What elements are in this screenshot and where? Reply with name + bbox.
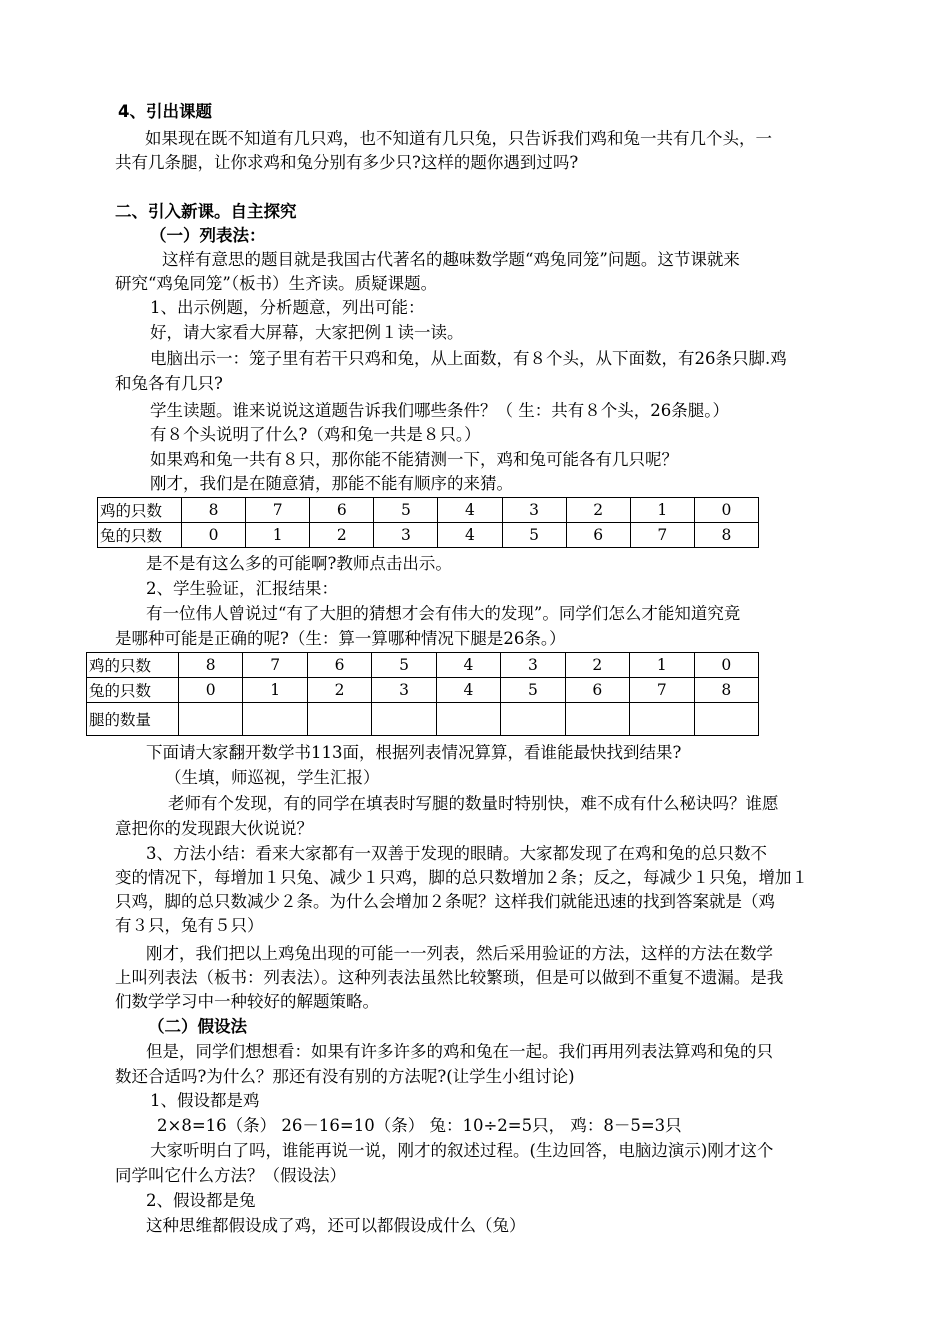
paragraph-line: 数还合适吗?为什么？那还有没有别的方法呢?(让学生小组讨论): [115, 1067, 575, 1086]
paragraph-line: 1、假设都是鸡: [150, 1091, 260, 1110]
table-cell: 3: [501, 653, 565, 678]
table-cell: 4: [438, 498, 502, 523]
row-header: 兔的只数: [87, 678, 179, 703]
table-cell: 1: [246, 523, 310, 548]
table-cell: 0: [694, 653, 759, 678]
formula-line: 2×8=16（条） 26－16=10（条） 兔：10÷2=5只， 鸡：8－5=3只: [157, 1116, 682, 1135]
paragraph-line: 1、出示例题，分析题意，列出可能：: [150, 298, 425, 317]
table-cell: 1: [630, 653, 694, 678]
paragraph-line: 如果鸡和兔一共有８只，那你能不能猜测一下，鸡和兔可能各有几只呢？: [150, 450, 678, 469]
table-cell: 0: [182, 523, 246, 548]
paragraph-line: 下面请大家翻开数学书113面，根据列表情况算算，看谁能最快找到结果?: [146, 743, 682, 762]
paragraph-line: 同学叫它什么方法？（假设法）: [115, 1166, 346, 1185]
table-cell: 8: [694, 523, 758, 548]
table-cell: 4: [436, 678, 500, 703]
section-heading: 4、引出课题: [118, 102, 212, 121]
table-row: [98, 498, 759, 523]
paragraph-line: 是不是有这么多的可能啊?教师点击出示。: [146, 554, 452, 573]
paragraph-line: 刚才，我们是在随意猜，那能不能有顺序的来猜。: [150, 474, 513, 493]
paragraph-line: 如果现在既不知道有几只鸡，也不知道有几只兔，只告诉我们鸡和兔一共有几个头，一: [145, 129, 772, 148]
table-cell: 5: [374, 498, 438, 523]
table-cell: 2: [565, 653, 629, 678]
paragraph-line: 们数学学习中一种较好的解题策略。: [115, 992, 379, 1011]
table-cell: [372, 703, 436, 736]
row-header: 腿的数量: [87, 703, 179, 736]
paragraph-line: 大家听明白了吗，谁能再说一说，刚才的叙述过程。(生边回答，电脑边演示)刚才这个: [150, 1141, 774, 1160]
table-cell: [694, 703, 759, 736]
table-row: [87, 653, 759, 678]
table-cell: [307, 703, 371, 736]
table-cell: 6: [566, 523, 630, 548]
paragraph-line: 和兔各有几只?: [115, 374, 223, 393]
paragraph-line: 但是，同学们想想看：如果有许多许多的鸡和兔在一起。我们再用列表法算鸡和兔的只: [146, 1042, 773, 1061]
table-cell: 1: [243, 678, 307, 703]
paragraph-line: 电脑出示一：笼子里有若干只鸡和兔，从上面数，有８个头，从下面数，有26条只脚.鸡: [150, 349, 787, 368]
table-cell: 0: [179, 678, 243, 703]
table-cell: 5: [501, 678, 565, 703]
paragraph-line: 是哪种可能是正确的呢?（生：算一算哪种情况下腿是26条。）: [115, 629, 566, 648]
paragraph-line: 2、假设都是兔: [146, 1191, 256, 1210]
table-row: [87, 703, 759, 736]
paragraph-line: 有８个头说明了什么?（鸡和兔一共是８只。）: [150, 425, 481, 444]
table-cell: [565, 703, 629, 736]
section-heading: 二、引入新课。自主探究: [115, 202, 297, 221]
table-cell: 8: [179, 653, 243, 678]
table-cell: 3: [502, 498, 566, 523]
paragraph-line: 3、方法小结：看来大家都有一双善于发现的眼睛。大家都发现了在鸡和兔的总只数不: [146, 844, 767, 863]
table-cell: 1: [630, 498, 694, 523]
table-cell: 8: [182, 498, 246, 523]
table-cell: 7: [246, 498, 310, 523]
paragraph-line: 这样有意思的题目就是我国古代著名的趣味数学题“鸡兔同笼”问题。这节课就来: [162, 250, 740, 269]
subsection-heading: （二）假设法: [148, 1017, 247, 1036]
table-cell: 6: [307, 653, 371, 678]
paragraph-line: 上叫列表法（板书：列表法）。这种列表法虽然比较繁琐，但是可以做到不重复不遗漏。是我: [115, 968, 784, 987]
table-cell: 6: [565, 678, 629, 703]
table-cell: 4: [438, 523, 502, 548]
table-cell: [243, 703, 307, 736]
table-cell: [501, 703, 565, 736]
verification-table: [86, 652, 759, 736]
paragraph-line: 有３只，兔有５只）: [115, 916, 264, 935]
table-cell: 0: [694, 498, 758, 523]
row-header: 兔的只数: [98, 523, 182, 548]
table-cell: 7: [630, 523, 694, 548]
paragraph-line: 这种思维都假设成了鸡，还可以都假设成什么（兔）: [146, 1216, 526, 1235]
table-cell: 7: [630, 678, 694, 703]
paragraph-line: 意把你的发现跟大伙说说？: [115, 819, 313, 838]
paragraph-line: 研究“鸡兔同笼”（板书）生齐读。质疑课题。: [115, 274, 438, 293]
subsection-heading: （一）列表法：: [150, 226, 266, 245]
paragraph-line: （生填，师巡视，学生汇报）: [165, 768, 380, 787]
table-cell: 6: [310, 498, 374, 523]
table-cell: 4: [436, 653, 500, 678]
table-cell: 3: [374, 523, 438, 548]
table-cell: 2: [307, 678, 371, 703]
table-cell: [630, 703, 694, 736]
table-cell: [436, 703, 500, 736]
table-cell: 3: [372, 678, 436, 703]
table-cell: 5: [502, 523, 566, 548]
table-row: [87, 678, 759, 703]
table-cell: 8: [694, 678, 759, 703]
paragraph-line: 2、学生验证，汇报结果：: [146, 579, 338, 598]
guess-table: [97, 497, 759, 548]
paragraph-line: 学生读题。谁来说说这道题告诉我们哪些条件？（ 生：共有８个头，26条腿。）: [150, 401, 729, 420]
table-cell: 2: [566, 498, 630, 523]
table-cell: 5: [372, 653, 436, 678]
row-header: 鸡的只数: [98, 498, 182, 523]
paragraph-line: 刚才，我们把以上鸡兔出现的可能一一列表，然后采用验证的方法，这样的方法在数学: [146, 944, 773, 963]
row-header: 鸡的只数: [87, 653, 179, 678]
paragraph-line: 变的情况下，每增加１只兔、减少１只鸡，脚的总只数增加２条；反之，每减少１只兔，增加１: [115, 868, 808, 887]
paragraph-line: 好，请大家看大屏幕，大家把例１读一读。: [150, 323, 464, 342]
paragraph-line: 老师有个发现，有的同学在填表时写腿的数量时特别快，难不成有什么秘诀吗？谁愿: [168, 794, 779, 813]
paragraph-line: 共有几条腿，让你求鸡和兔分别有多少只?这样的题你遇到过吗?: [115, 153, 579, 172]
table-cell: 2: [310, 523, 374, 548]
table-cell: [179, 703, 243, 736]
table-row: [98, 523, 759, 548]
paragraph-line: 有一位伟人曾说过“有了大胆的猜想才会有伟大的发现”。同学们怎么才能知道究竟: [146, 604, 741, 623]
paragraph-line: 只鸡，脚的总只数减少２条。为什么会增加２条呢？这样我们就能迅速的找到答案就是（鸡: [115, 892, 775, 911]
table-cell: 7: [243, 653, 307, 678]
